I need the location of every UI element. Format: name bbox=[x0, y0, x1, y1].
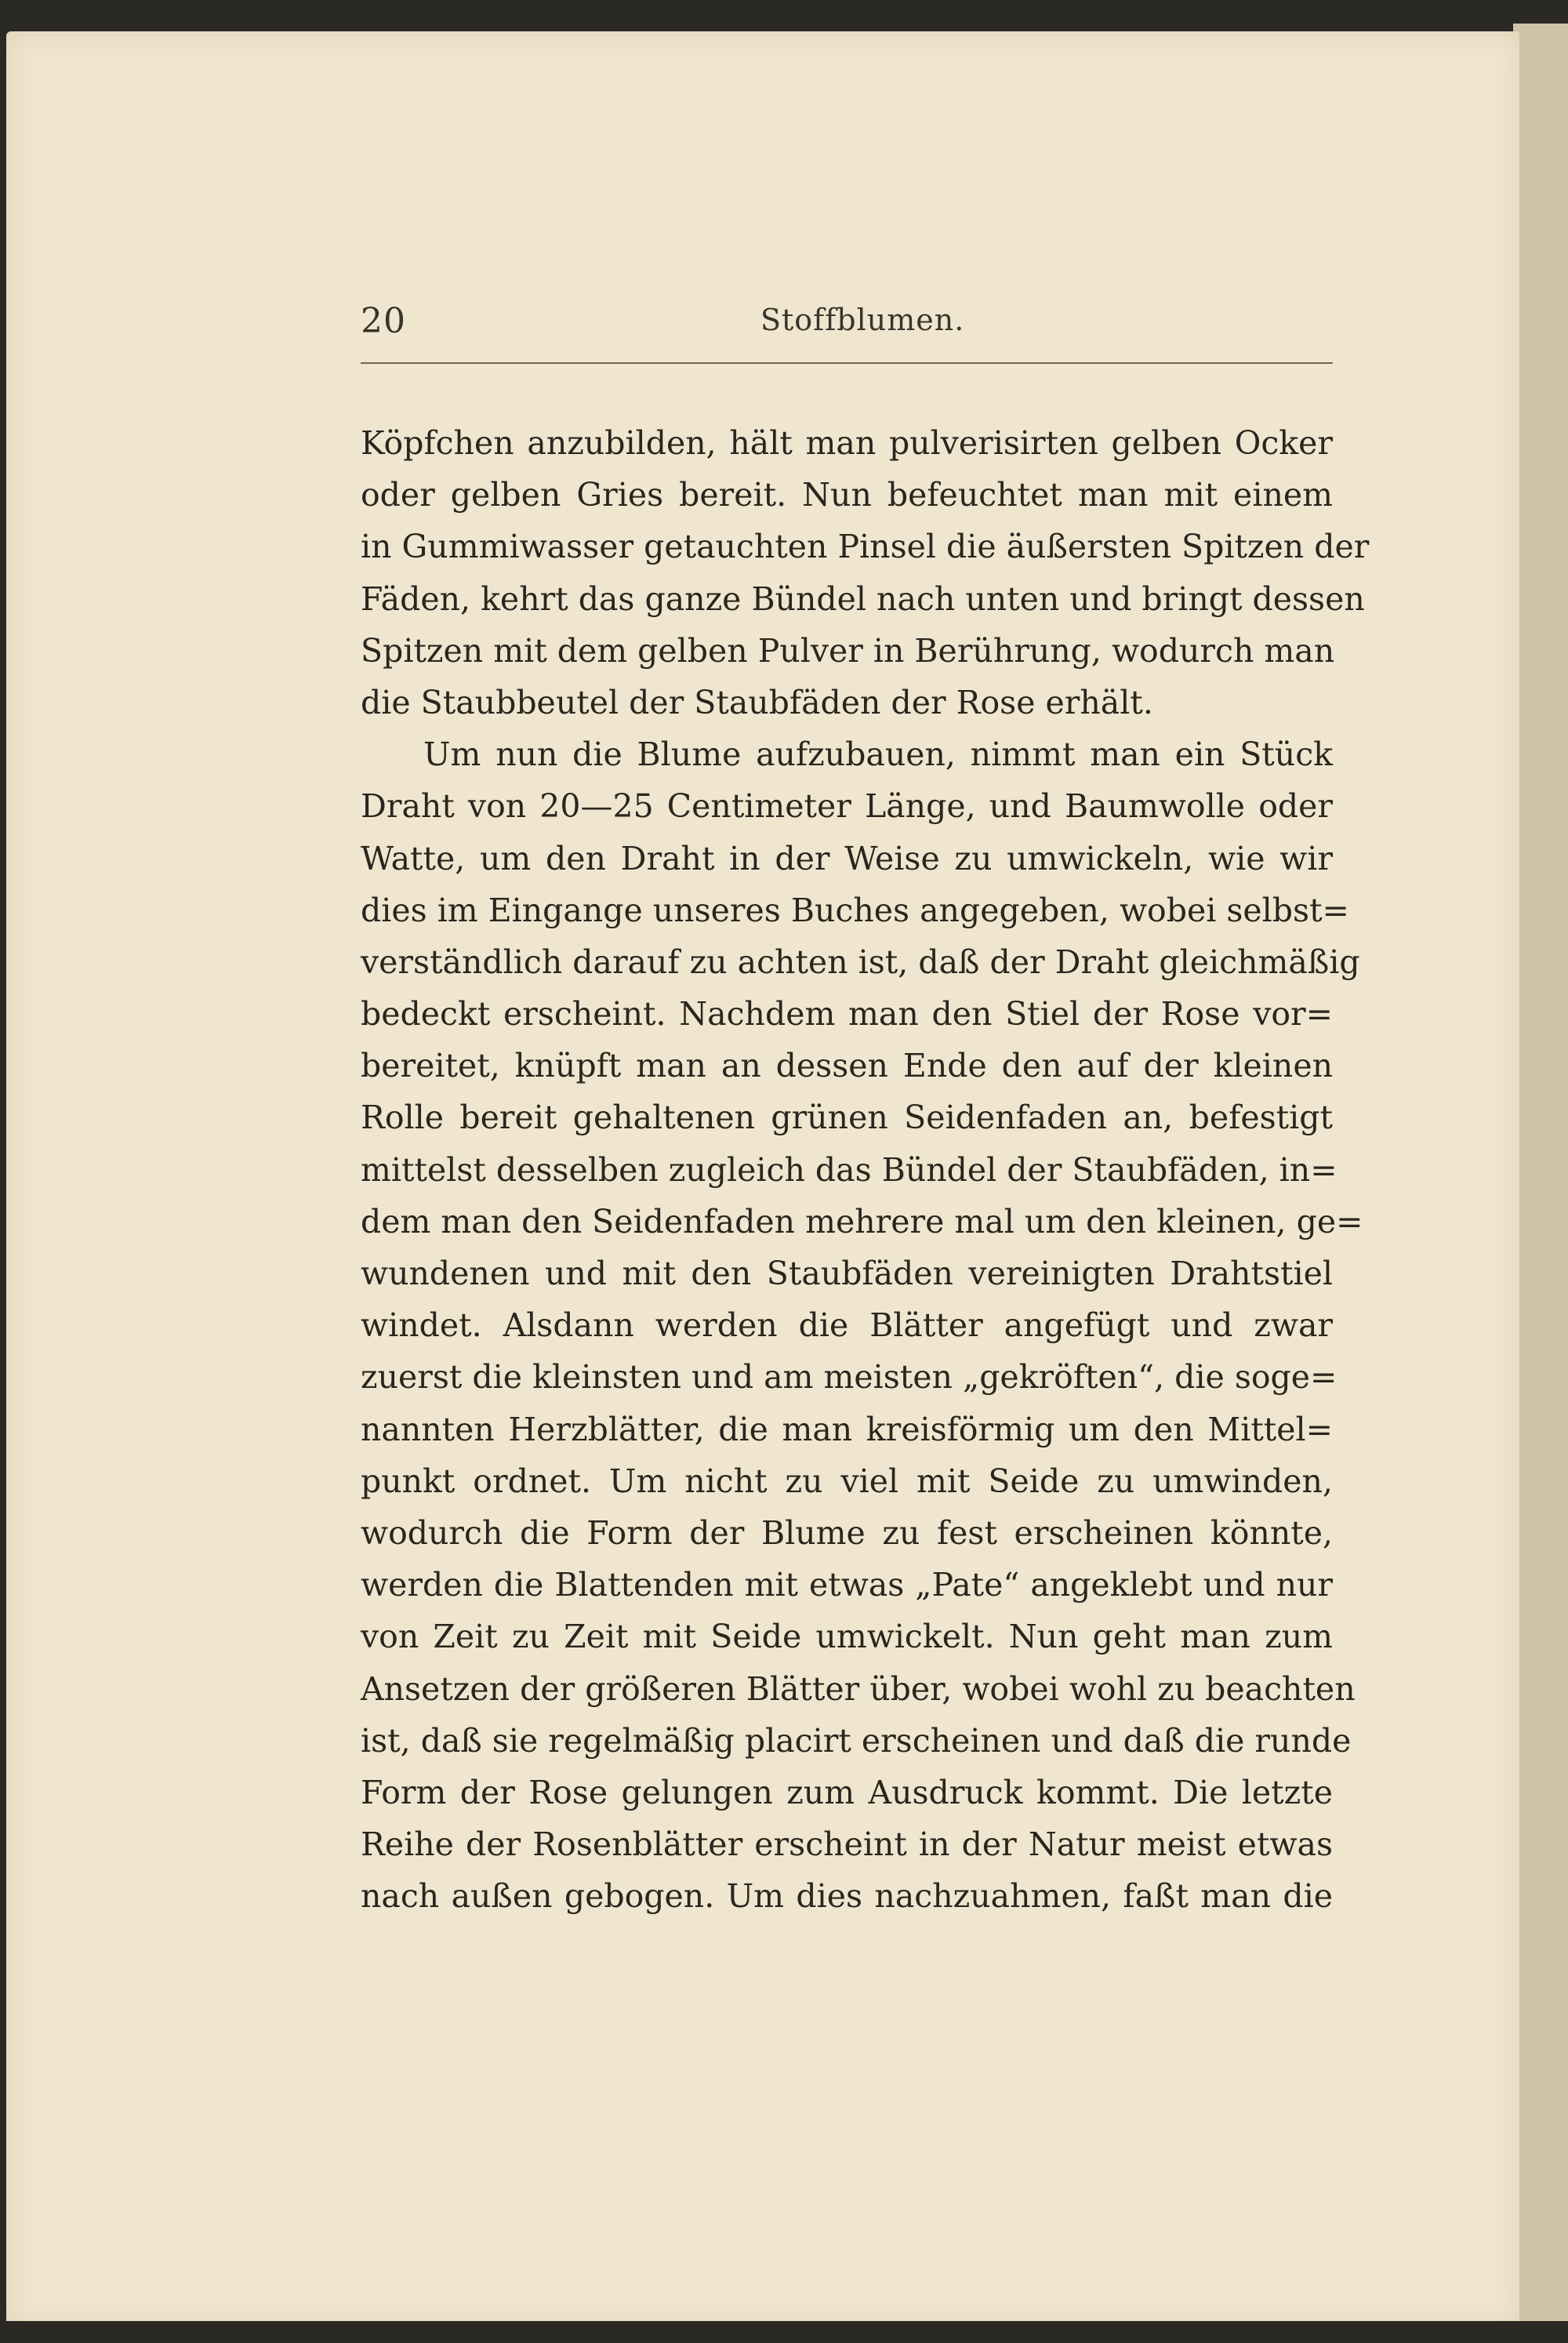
text-line: die Staubbeutel der Staubfäden der Rose erhält. bbox=[361, 683, 1153, 721]
page-edge-bottom bbox=[0, 2321, 1568, 2343]
text-line: Watte, um den Draht in der Weise zu umwickeln, wie wir bbox=[361, 839, 1333, 877]
text-line: zuerst die kleinsten und am meisten „gekröften“, die soge= bbox=[361, 1358, 1338, 1397]
text-line: bereitet, knüpft man an dessen Ende den auf der kleinen bbox=[361, 1047, 1333, 1085]
text-line: windet. Alsdann werden die Blätter angefügt und zwar bbox=[361, 1306, 1333, 1345]
text-line: oder gelben Gries bereit. Nun befeuchtet man mit einem bbox=[361, 476, 1333, 514]
text-line: nach außen gebogen. Um dies nachzuahmen, faßt man die bbox=[361, 1877, 1333, 1916]
text-line: Reihe der Rosenblätter erscheint in der Natur meist etwas bbox=[361, 1825, 1333, 1864]
text-line: verständlich darauf zu achten ist, daß der Draht gleichmäßig bbox=[361, 943, 1360, 981]
text-line: dem man den Seidenfaden mehrere mal um den kleinen, ge= bbox=[361, 1202, 1363, 1241]
text-line: wodurch die Form der Blume zu fest erscheinen könnte, bbox=[361, 1513, 1333, 1552]
running-head: Stoffblumen. bbox=[760, 303, 965, 337]
text-line: Form der Rose gelungen zum Ausdruck kommt. Die letzte bbox=[361, 1773, 1333, 1811]
text-line: wundenen und mit den Staubfäden vereinigten Drahtstiel bbox=[361, 1255, 1333, 1292]
text-line: punkt ordnet. Um nicht zu viel mit Seide zu umwinden, bbox=[361, 1462, 1333, 1500]
text-line: Fäden, kehrt das ganze Bündel nach unten und bringt dessen bbox=[361, 579, 1365, 618]
text-line: Um nun die Blume aufzubauen, nimmt man ein Stück bbox=[423, 736, 1333, 774]
text-line: mittelst desselben zugleich das Bündel der Staubfäden, in= bbox=[361, 1150, 1338, 1189]
body-text bbox=[361, 417, 1370, 1922]
page-edge-right bbox=[1513, 24, 1568, 2343]
text-line: von Zeit zu Zeit mit Seide umwickelt. Nun geht man zum bbox=[361, 1618, 1333, 1656]
text-line: Köpfchen anzubilden, hält man pulverisirten gelben Ocker bbox=[361, 424, 1333, 462]
text-line: Spitzen mit dem gelben Pulver in Berührung, wodurch man bbox=[361, 631, 1335, 670]
text-line: Ansetzen der größeren Blätter über, wobei wohl zu beachten bbox=[361, 1669, 1356, 1708]
text-line: dies im Eingange unseres Buches angegeben, wobei selbst= bbox=[361, 891, 1349, 929]
text-line: werden die Blattenden mit etwas „Pate“ angeklebt und nur bbox=[361, 1566, 1333, 1604]
text-line: bedeckt erscheint. Nachdem man den Stiel der Rose vor= bbox=[361, 995, 1333, 1033]
text-line: Rolle bereit gehaltenen grünen Seidenfaden an, befestigt bbox=[361, 1099, 1333, 1137]
text-line: in Gummiwasser getauchten Pinsel die äußersten Spitzen der bbox=[361, 528, 1370, 566]
page-number: 20 bbox=[361, 301, 406, 341]
page-header bbox=[361, 301, 1333, 348]
text-line: Draht von 20—25 Centimeter Länge, und Baumwolle oder bbox=[361, 787, 1333, 826]
text-line: ist, daß sie regelmäßig placirt erscheinen und daß die runde bbox=[361, 1721, 1352, 1760]
text-line: nannten Herzblätter, die man kreisförmig um den Mittel= bbox=[361, 1410, 1333, 1448]
header-rule bbox=[361, 362, 1333, 364]
